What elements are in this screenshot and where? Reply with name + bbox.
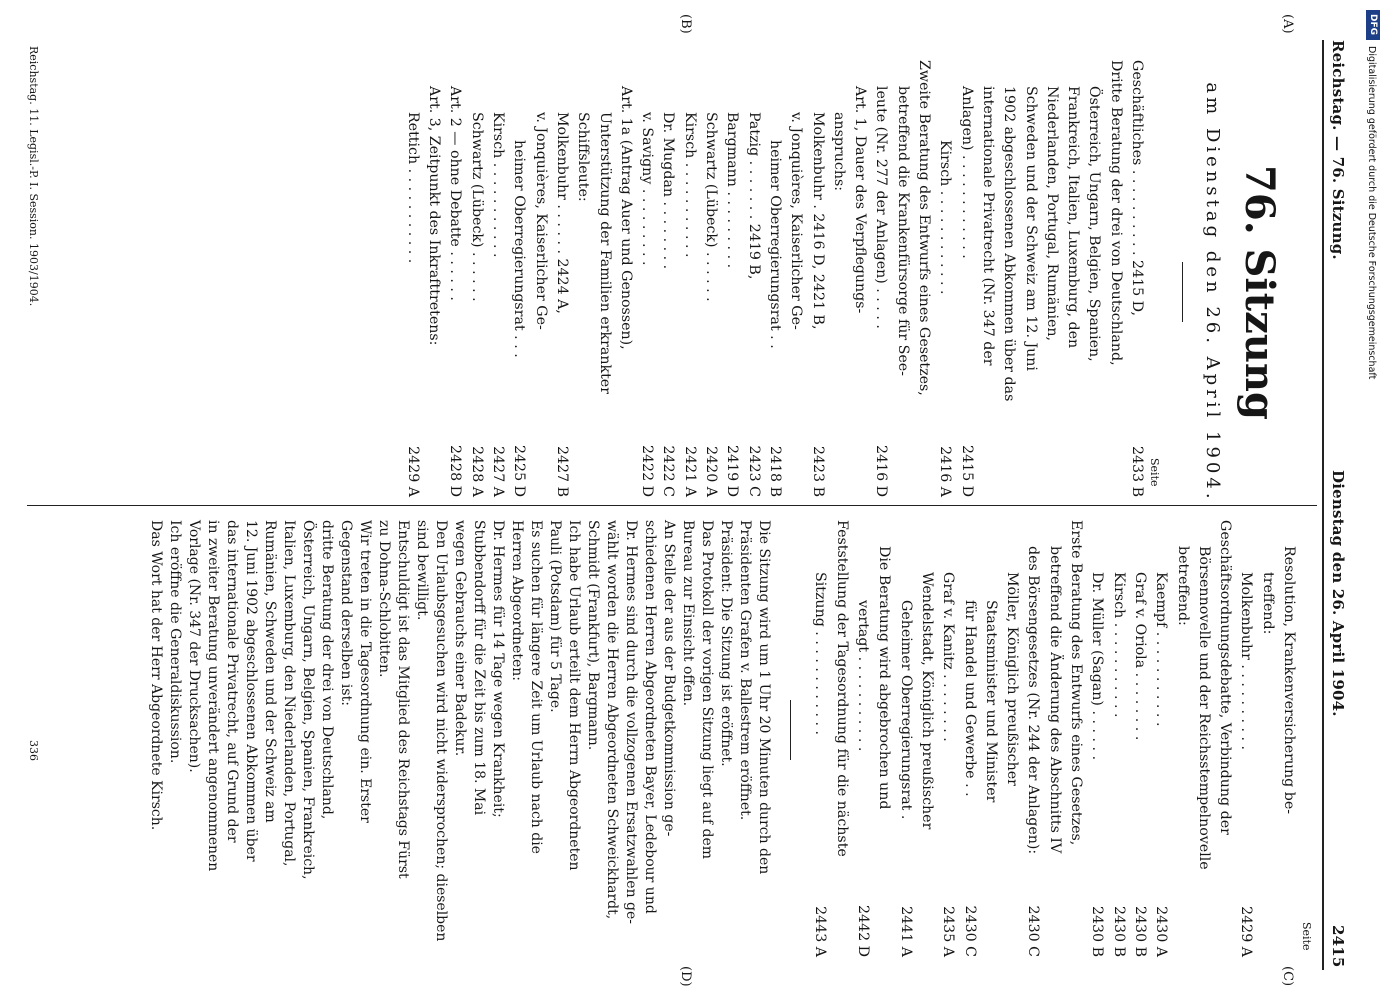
entry-text: Dr. Müller (Sagan) . . . . . . [1089, 572, 1106, 761]
left-toc-entry [721, 60, 742, 497]
right-toc-entry [937, 520, 958, 957]
left-toc-entry [955, 60, 976, 497]
entry-text: Staatsminister und Minister [982, 600, 999, 803]
right-toc-entry [1278, 520, 1299, 957]
text-line: sind bewilligt. [414, 520, 430, 621]
left-toc-entry [913, 60, 934, 497]
text-line: zu Dohna-Schlobitten. [376, 520, 392, 678]
entry-text: betreffend die Krankenfürsorge für See- [894, 86, 911, 376]
left-toc-entry [636, 60, 657, 497]
left-toc-entry [508, 60, 529, 497]
right-toc-entry [1214, 520, 1235, 957]
entry-text: Art. 2 — ohne Debatte . . . . . . [447, 86, 464, 301]
left-toc-entry [529, 60, 550, 497]
entry-page-reference: 2420 A [703, 446, 720, 497]
margin-mark-d: (D) [678, 966, 693, 987]
left-toc-entry [977, 60, 998, 497]
left-toc-entry [806, 60, 827, 497]
entry-page-reference: 2422 D [639, 445, 656, 497]
session-title: 76. Sitzung [1236, 165, 1283, 420]
left-toc-entry [402, 60, 423, 497]
margin-mark-c: (C) [1280, 966, 1295, 987]
right-toc-entry [1107, 520, 1128, 957]
left-toc-entry [828, 60, 849, 497]
margin-mark-a: (A) [1280, 14, 1295, 34]
text-line: Das Wort hat der Herr Abgeordnete Kirsch. [148, 520, 164, 831]
entry-text: Die Beratung wird abgebrochen und [876, 546, 893, 810]
entry-page-reference: 2427 B [553, 445, 570, 497]
digitization-note: Digitalisierung gefördert durch die Deutsche Forschungsgemeinschaft [1366, 46, 1377, 380]
left-toc-entry [849, 60, 870, 497]
left-toc-entry [1104, 60, 1125, 497]
text-line: Bureau zur Einsicht offen. [680, 520, 696, 707]
entry-page-reference: 2425 D [511, 445, 528, 497]
right-toc-entry [873, 520, 894, 957]
right-toc-entry [894, 520, 915, 957]
entry-page-reference: 2433 B [1129, 445, 1145, 497]
text-line: 12. Juni 1902 abgeschlossenen Abkommen über [243, 520, 259, 862]
right-toc-entry [809, 520, 830, 957]
left-toc-entry [1041, 60, 1062, 497]
footer-sheet-number: 336 [27, 740, 40, 761]
entry-text: Art. 1a (Antrag Auer und Genossen), [617, 86, 634, 350]
entry-page-reference: 2430 C [1025, 905, 1042, 957]
running-header-left: Reichstag. — 76. Sitzung. [1329, 40, 1347, 260]
right-toc-entry [1129, 520, 1150, 957]
seite-label-right: Seite [1300, 922, 1313, 951]
entry-page-reference: 2430 B [1131, 905, 1148, 957]
entry-text: Kaempf . . . . . . . . . . . [1153, 572, 1170, 727]
entry-page-reference: 2429 A [404, 446, 421, 497]
left-toc-entry [891, 60, 912, 497]
entry-text: Österreich, Ungarn, Belgien, Spanien, [1086, 86, 1103, 362]
left-toc-entry [1126, 60, 1147, 497]
entry-text: Rettich . . . . . . . . . . . [404, 112, 421, 264]
left-toc-entry [551, 60, 572, 497]
text-line: Dr. Hermes sind durch die vollzogenen Ersatzwahlen ge- [623, 520, 639, 925]
text-line: Schmidt (Frankfurt), Bargmann. [585, 520, 601, 751]
entry-page-reference: 2421 A [681, 446, 698, 497]
left-toc-entry [785, 60, 806, 497]
entry-page-reference: 2416 A [937, 446, 954, 497]
table-of-contents-right [809, 520, 1299, 957]
right-toc-entry [958, 520, 979, 957]
entry-text: Graf v. Oriola . . . . . . . . [1131, 572, 1148, 741]
left-toc-entry [678, 60, 699, 497]
toc-end-rule [790, 700, 791, 760]
entry-text: Art. 3, Zeitpunkt des Inkrafttretens: [426, 86, 443, 346]
entry-text: Dritte Beratung der drei von Deutschland, [1107, 60, 1124, 366]
right-toc-entry [1043, 520, 1064, 957]
entry-text: v. Jonquières, Kaiserlicher Ge- [788, 112, 805, 330]
text-line: Ich habe Urlaub erteilt dem Herrn Abgeordneten [566, 520, 582, 871]
text-line: Das Protokoll der vorigen Sitzung liegt auf dem [699, 520, 715, 860]
text-line: dritte Beratung der drei von Deutschland, [319, 520, 335, 820]
title-rule [1182, 262, 1183, 322]
margin-mark-b: (B) [678, 14, 693, 34]
entry-text: Börsennovelle und der Reichsstempelnovelle [1195, 546, 1212, 870]
entry-text: vertagt . . . . . . . . . . . [855, 600, 872, 752]
text-line: in zweiter Beratung unverändert angenommenen [205, 520, 221, 872]
dfg-logo: DFG [1366, 10, 1380, 40]
entry-text: Wendelstadt, Königlich preußischer [918, 572, 935, 830]
entry-page-reference: 2419 D [724, 445, 741, 497]
entry-page-reference: 2427 A [490, 446, 507, 497]
entry-text: für Handel und Gewerbe . . [961, 600, 978, 797]
entry-page-reference: 2418 B [766, 445, 783, 497]
entry-text: Schiffsleute: [575, 112, 592, 202]
left-toc-entry [423, 60, 444, 497]
entry-text: Patzig . . . . . . . 2419 B, [745, 112, 762, 280]
entry-text: Unterstützung der Familien erkrankter [596, 112, 613, 394]
left-toc-entry [487, 60, 508, 497]
left-toc-entry [444, 60, 465, 497]
entry-page-reference: 2441 A [897, 906, 914, 957]
session-opening-text [146, 520, 773, 957]
entry-page-reference: 2429 A [1238, 906, 1255, 957]
entry-text: Kirsch . . . . . . . . . . . . [937, 140, 954, 295]
entry-page-reference: 2423 B [809, 445, 826, 497]
entry-text: Schwartz (Lübeck) . . . . . . [468, 112, 485, 302]
right-toc-entry [1022, 520, 1043, 957]
text-line: Österreich, Ungarn, Belgien, Spanien, Frankreich, [300, 520, 316, 880]
entry-text: Kirsch . . . . . . . . . . . [681, 112, 698, 258]
entry-page-reference: 2430 A [1153, 906, 1170, 957]
entry-text: Sitzung . . . . . . . . . . . . [812, 572, 829, 736]
left-toc-entry [870, 60, 891, 497]
entry-text: Erste Beratung des Entwurfs eines Gesetzes, [1068, 520, 1085, 846]
text-line: Herren Abgeordneten: [509, 520, 525, 681]
entry-text: Art. 1, Dauer des Verpflegungs- [852, 86, 869, 314]
left-toc-entry [700, 60, 721, 497]
entry-text: betreffend die Änderung des Abschnitts IV [1046, 546, 1063, 854]
left-toc-entry [742, 60, 763, 497]
text-line: Ich eröffne die Generaldiskussion. [167, 520, 183, 764]
text-line: Dr. Hermes für 14 Tage wegen Krankheit; [490, 520, 506, 818]
left-toc-entry [1062, 60, 1083, 497]
running-header-date: Dienstag den 26. April 1904. [1329, 470, 1347, 717]
text-line: Die Sitzung wird um 1 Uhr 20 Minuten durch den [756, 520, 772, 875]
entry-text: leute (Nr. 277 der Anlagen) . . . . . [873, 86, 890, 329]
right-toc-entry [830, 520, 851, 957]
entry-text: Molkenbuhr . 2416 D, 2421 B, [809, 112, 826, 330]
text-line: Italien, Luxemburg, den Niederlanden, Portugal, [281, 520, 297, 867]
table-of-contents-left [402, 60, 1147, 497]
text-line: wählt worden die Herren Abgeordneten Schweickhardt, [604, 520, 620, 920]
entry-page-reference: 2415 D [958, 445, 975, 497]
text-line: Wir treten in die Tagesordnung ein. Erster [357, 520, 373, 823]
text-line: Präsident: Die Sitzung ist eröffnet. [718, 520, 734, 767]
entry-page-reference: 2422 C [660, 445, 677, 497]
entry-text: Frankreich, Italien, Luxemburg, den [1065, 86, 1082, 349]
entry-text: Geschäftliches . . . . . . . . . . 2415 D, [1129, 60, 1145, 317]
entry-text: Niederlanden, Portugal, Rumänien, [1043, 86, 1060, 342]
right-toc-entry [1086, 520, 1107, 957]
entry-text: heimer Oberregierungsrat . . [766, 140, 783, 349]
text-line: das internationale Privatrecht, auf Grund der [224, 520, 240, 843]
entry-text: Schwartz (Lübeck) . . . . . . [703, 112, 720, 302]
text-line: Stubbendorff für die Zeit bis zum 18. Mai [471, 520, 487, 816]
entry-text: des Börsengesetzes (Nr. 244 der Anlagen): [1025, 546, 1042, 855]
entry-page-reference: 2428 A [468, 446, 485, 497]
entry-page-reference: 2416 D [873, 445, 890, 497]
entry-text: v. Jonquières, Kaiserlicher Ge- [532, 112, 549, 330]
left-toc-entry [1083, 60, 1104, 497]
entry-text: Möller, Königlich preußischer [1004, 572, 1021, 786]
entry-text: Geschäftsordnungsdebatte, Verbindung der [1217, 520, 1234, 835]
text-line: Vorlage (Nr. 347 der Drucksachen). [186, 520, 202, 773]
entry-page-reference: 2423 C [745, 445, 762, 497]
text-line: Präsidenten Grafen v. Ballestrem eröffnet. [737, 520, 753, 821]
entry-text: Kirsch . . . . . . . . . . . [490, 112, 507, 258]
left-toc-entry [615, 60, 636, 497]
right-toc-entry [852, 520, 873, 957]
right-toc-entry [916, 520, 937, 957]
entry-page-reference: 2430 B [1089, 905, 1106, 957]
entry-text: Bargmann . . . . . . . . . [724, 112, 741, 269]
text-line: Den Urlaubsgesuchen wird nicht widersprochen; dieselben [433, 520, 449, 942]
text-line: Pauli (Potsdam) für 5 Tage. [547, 520, 563, 713]
entry-text: Resolution, Krankenversicherung be- [1281, 546, 1297, 815]
session-subtitle: am Dienstag den 26. April 1904. [1202, 82, 1223, 503]
entry-page-reference: 2430 C [961, 905, 978, 957]
entry-text: Schweden und der Schweiz am 12. Juni [1022, 86, 1039, 371]
text-line: Rumänien, Schweden und der Schweiz am [262, 520, 278, 823]
entry-text: internationale Privatrecht (Nr. 347 der [979, 86, 996, 366]
entry-text: 1902 abgeschlossenen Abkommen über das [1001, 86, 1018, 402]
left-toc-entry [998, 60, 1019, 497]
entry-text: Dr. Mugdan . . . . . . . . [660, 112, 677, 270]
entry-text: Graf v. Kanitz . . . . . . . . [940, 572, 957, 742]
text-line: Es suchen für längere Zeit um Urlaub nach die [528, 520, 544, 854]
entry-text: Feststellung der Tagesordnung für die nächste [833, 520, 850, 857]
right-toc-entry [1193, 520, 1214, 957]
entry-text: betreffend: [1174, 546, 1191, 626]
right-toc-entry [1235, 520, 1256, 957]
text-line: Entschuldigt ist das Mitglied des Reichstags Fürst [395, 520, 411, 879]
right-toc-entry [1256, 520, 1277, 957]
entry-text: Zweite Beratung des Entwurfs eines Gesetzes, [916, 60, 933, 396]
entry-text: Molkenbuhr . . . . . . 2424 A, [553, 112, 570, 314]
text-line: wegen Gebrauchs einer Badekur. [452, 520, 468, 757]
entry-page-reference: 2428 D [447, 445, 464, 497]
right-toc-entry [1171, 520, 1192, 957]
entry-page-reference: 2443 A [812, 906, 829, 957]
left-toc-entry [593, 60, 614, 497]
entry-text: anspruchs: [830, 112, 847, 192]
column-divider [27, 505, 1317, 506]
entry-text: v. Savigny . . . . . . . . . [639, 112, 656, 266]
left-toc-entry [572, 60, 593, 497]
entry-page-reference: 2442 D [855, 905, 872, 957]
left-toc-entry [657, 60, 678, 497]
entry-text: Geheimer Oberregierungsrat . [897, 600, 914, 820]
page-number: 2415 [1329, 925, 1347, 968]
text-line: Gegenstand derselben ist: [338, 520, 354, 706]
header-rule [1322, 40, 1324, 970]
left-toc-entry [466, 60, 487, 497]
entry-text: Molkenbuhr . . . . . . . . . . [1238, 572, 1255, 751]
entry-text: treffend: [1259, 572, 1276, 635]
right-toc-entry [980, 520, 1001, 957]
left-toc-entry [1019, 60, 1040, 497]
right-toc-entry [1065, 520, 1086, 957]
right-toc-entry [1001, 520, 1022, 957]
text-line: An Stelle der aus der Budgetkommission ge- [661, 520, 677, 837]
right-toc-entry [1150, 520, 1171, 957]
entry-text: heimer Oberregierungsrat . . . [511, 140, 528, 358]
left-toc-entry [764, 60, 785, 497]
text-line: schiedenen Herren Abgeordneten Bayer, Ledebour und [642, 520, 658, 914]
footer-legislature: Reichstag. 11. Legisl.-P. I. Session. 1903/1904. [27, 46, 40, 307]
entry-page-reference: 2430 B [1110, 905, 1127, 957]
entry-text: Anlagen) . . . . . . . . . . . . [958, 86, 975, 259]
left-toc-entry [934, 60, 955, 497]
entry-page-reference: 2435 A [940, 906, 957, 957]
entry-text: Kirsch . . . . . . . . . . . [1110, 572, 1127, 718]
seite-label-left: Seite [1148, 458, 1161, 487]
